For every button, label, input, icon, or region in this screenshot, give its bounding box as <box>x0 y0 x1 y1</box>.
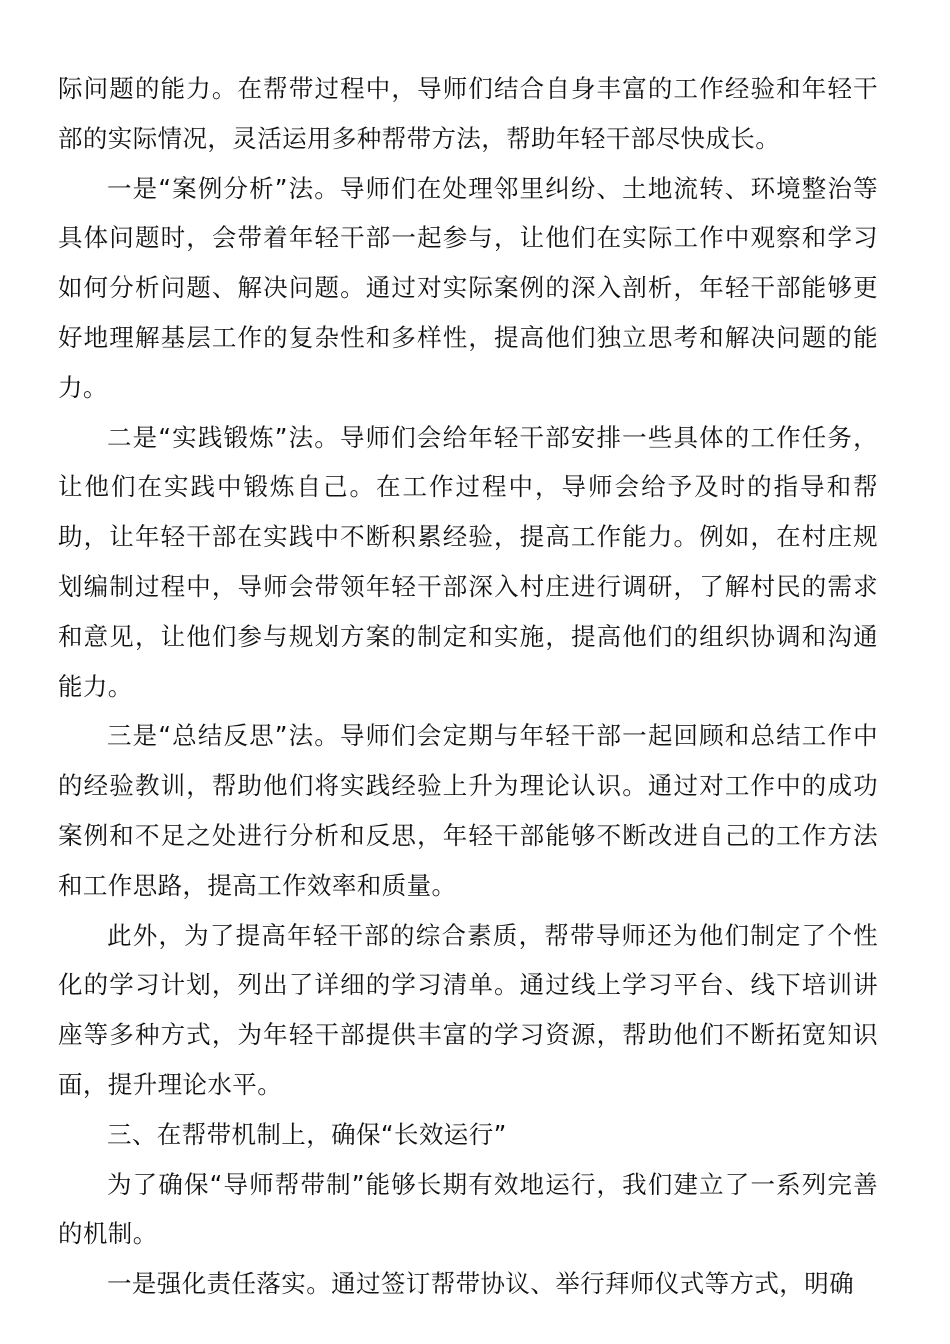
paragraph-summary-reflection: 三是“总结反思”法。导师们会定期与年轻干部一起回顾和总结工作中的经验教训，帮助他们将实践经验上升为理论认识。通过对工作中的成功案例和不足之处进行分析和反思，年轻干部能够不断改进自己的工作方法和工作思路，提高工作效率和质量。 <box>58 721 878 900</box>
document-page <box>58 64 878 1309</box>
paragraph-learning-plan: 此外，为了提高年轻干部的综合素质，帮带导师还为他们制定了个性化的学习计划，列出了详细的学习清单。通过线上学习平台、线下培训讲座等多种方式，为年轻干部提供丰富的学习资源，帮助他们不断拓宽知识面，提升理论水平。 <box>58 920 878 1099</box>
paragraph-continuation: 际问题的能力。在帮带过程中，导师们结合自身丰富的工作经验和年轻干部的实际情况，灵活运用多种帮带方法，帮助年轻干部尽快成长。 <box>58 74 878 153</box>
paragraph-case-analysis: 一是“案例分析”法。导师们在处理邻里纠纷、土地流转、环境整治等具体问题时，会带着年轻干部一起参与，让他们在实际工作中观察和学习如何分析问题、解决问题。通过对实际案例的深入剖析，年轻干部能够更好地理解基层工作的复杂性和多样性，提高他们独立思考和解决问题的能力。 <box>58 173 878 402</box>
section-heading: 三、在帮带机制上，确保“长效运行” <box>107 1119 507 1149</box>
paragraph-practice-training: 二是“实践锻炼”法。导师们会给年轻干部安排一些具体的工作任务，让他们在实践中锻炼自己。在工作过程中，导师会给予及时的指导和帮助，让年轻干部在实践中不断积累经验，提高工作能力。例如，在村庄规划编制过程中，导师会带领年轻干部深入村庄进行调研，了解村民的需求和意见，让他们参与规划方案的制定和实施，提高他们的组织协调和沟通能力。 <box>58 422 878 701</box>
paragraph-mechanism-intro: 为了确保“导师帮带制”能够长期有效地运行，我们建立了一系列完善的机制。 <box>58 1169 878 1249</box>
paragraph-responsibility: 一是强化责任落实。通过签订帮带协议、举行拜师仪式等方式，明确 <box>107 1269 854 1299</box>
